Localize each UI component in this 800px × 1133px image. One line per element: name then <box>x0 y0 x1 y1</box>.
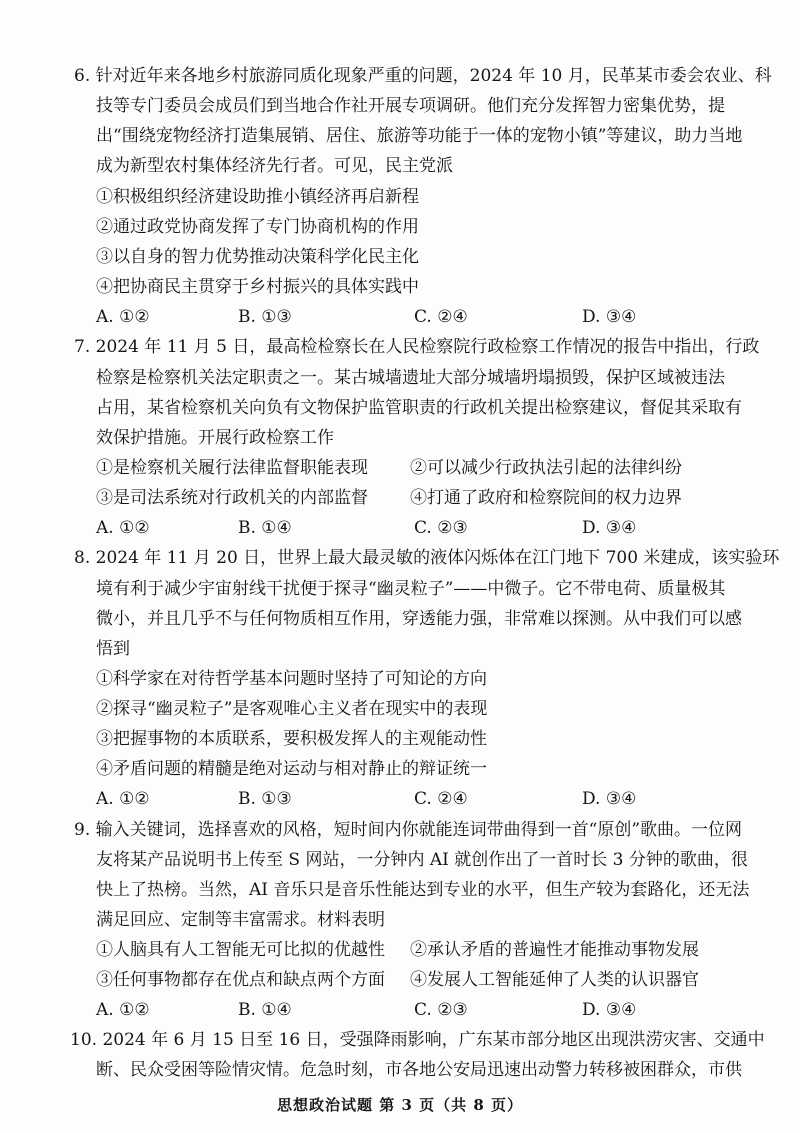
question-8-stem-line: 8. 2024 年 11 月 20 日，世界上最大最灵敏的液体闪烁体在江门地下 700 米建成，该实验环 <box>74 548 780 568</box>
answer-options <box>0 305 800 329</box>
statement-item: ①是检察机关履行法律监督职能表现 <box>96 458 368 478</box>
option-a: A. ①② <box>96 307 150 327</box>
question-9-stem-line: 友将某产品说明书上传至 S 网站，一分钟内 AI 就创作出了一首时长 3 分钟的歌曲，很 <box>96 850 748 870</box>
option-c: C. ②④ <box>414 307 468 327</box>
question-9-stem-line: 9. 输入关键词，选择喜欢的风格，短时间内你就能连词带曲得到一首“原创”歌曲。一位网 <box>74 820 743 840</box>
statement-item: ②可以减少行政执法引起的法律纠纷 <box>410 458 682 478</box>
option-c: C. ②④ <box>414 789 468 809</box>
option-a: A. ①② <box>96 518 150 538</box>
statement-item: ③以自身的智力优势推动决策科学化民主化 <box>96 247 419 267</box>
statement-item: ①积极组织经济建设助推小镇经济再启新程 <box>96 187 419 207</box>
question-10-stem-line: 断、民众受困等险情灾情。危急时刻，市各地公安局迅速出动警力转移被困群众，市供 <box>96 1060 742 1080</box>
statement-item: ①科学家在对待哲学基本问题时坚持了可知论的方向 <box>96 669 487 689</box>
statement-item: ③是司法系统对行政机关的内部监督 <box>96 488 368 508</box>
option-c: C. ②③ <box>414 518 468 538</box>
statement-item: ②通过政党协商发挥了专门协商机构的作用 <box>96 217 419 237</box>
question-7-stem-line: 效保护措施。开展行政检察工作 <box>96 428 334 448</box>
option-d: D. ③④ <box>582 518 637 538</box>
question-10-stem-line: 10. 2024 年 6 月 15 日至 16 日，受强降雨影响，广东某市部分地区出现洪涝灾害、交通中 <box>70 1030 765 1050</box>
page-footer: 思想政治试题 第 3 页（共 8 页） <box>277 1096 523 1114</box>
option-a: A. ①② <box>96 789 150 809</box>
question-9-stem-line: 快上了热榜。当然，AI 音乐只是音乐性能达到专业的水平，但生产较为套路化，还无法 <box>96 880 750 900</box>
option-d: D. ③④ <box>582 1000 637 1020</box>
statement-item: ③把握事物的本质联系，要积极发挥人的主观能动性 <box>96 729 487 749</box>
statement-item: ④矛盾问题的精髓是绝对运动与相对静止的辩证统一 <box>96 759 487 779</box>
statement-item: ④发展人工智能延伸了人类的认识器官 <box>410 970 699 990</box>
statement-pair <box>0 456 800 480</box>
question-7-stem-line: 占用，某省检察机关向负有文物保护监管职责的行政机关提出检察建议，督促其采取有 <box>96 398 742 418</box>
option-b: B. ①③ <box>238 307 292 327</box>
answer-options <box>0 998 800 1022</box>
question-6-stem-line: 出“围绕宠物经济打造集展销、居住、旅游等功能于一体的宠物小镇”等建议，助力当地 <box>96 126 743 146</box>
option-b: B. ①④ <box>238 1000 292 1020</box>
question-8-stem-line: 境有利于减少宇宙射线干扰便于探寻“幽灵粒子”——中微子。它不带电荷、质量极其 <box>96 579 726 599</box>
statement-item: ②探寻“幽灵粒子”是客观唯心主义者在现实中的表现 <box>96 699 488 719</box>
option-c: C. ②③ <box>414 1000 468 1020</box>
question-7-stem-line: 检察是检察机关法定职责之一。某古城墙遗址大部分城墙坍塌损毁，保护区域被违法 <box>96 368 725 388</box>
option-a: A. ①② <box>96 1000 150 1020</box>
option-d: D. ③④ <box>582 307 637 327</box>
statement-item: ②承认矛盾的普遍性才能推动事物发展 <box>410 940 699 960</box>
statement-item: ③任何事物都存在优点和缺点两个方面 <box>96 970 385 990</box>
question-9-stem-line: 满足回应、定制等丰富需求。材料表明 <box>96 910 385 930</box>
answer-options <box>0 516 800 540</box>
question-8-stem-line: 悟到 <box>96 639 130 659</box>
question-6-stem-line: 6. 针对近年来各地乡村旅游同质化现象严重的问题，2024 年 10 月，民革某市委会农业、科 <box>74 66 772 86</box>
question-6-stem-line: 技等专门委员会成员们到当地合作社开展专项调研。他们充分发挥智力密集优势，提 <box>96 96 725 116</box>
question-6-stem-line: 成为新型农村集体经济先行者。可见，民主党派 <box>96 156 453 176</box>
question-7-stem-line: 7. 2024 年 11 月 5 日，最高检检察长在人民检察院行政检察工作情况的报告中指出，行政 <box>74 337 760 357</box>
statement-item: ④打通了政府和检察院间的权力边界 <box>410 488 682 508</box>
statement-item: ①人脑具有人工智能无可比拟的优越性 <box>96 940 385 960</box>
option-b: B. ①④ <box>238 518 292 538</box>
statement-pair <box>0 968 800 992</box>
statement-item: ④把协商民主贯穿于乡村振兴的具体实践中 <box>96 277 419 297</box>
option-d: D. ③④ <box>582 789 637 809</box>
question-8-stem-line: 微小，并且几乎不与任何物质相互作用，穿透能力强，非常难以探测。从中我们可以感 <box>96 609 742 629</box>
answer-options <box>0 787 800 811</box>
statement-pair <box>0 486 800 510</box>
option-b: B. ①③ <box>238 789 292 809</box>
statement-pair <box>0 938 800 962</box>
